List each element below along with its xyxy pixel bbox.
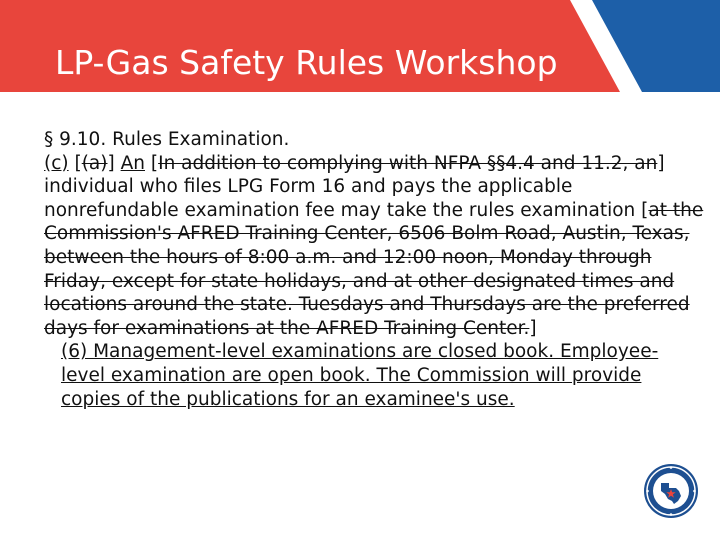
section-heading: § 9.10. Rules Examination. bbox=[44, 129, 290, 150]
deleted-text: days for examinations at the AFRED Training Center. bbox=[44, 317, 530, 339]
rule-text-line bbox=[44, 199, 704, 223]
deleted-text: In addition to complying with NFPA §§4.4 and 11.2, an bbox=[158, 152, 658, 174]
deleted-text-line: Commission's AFRED Training Center, 6506 Bolm Road, Austin, Texas, bbox=[44, 223, 690, 245]
deleted-text-line: between the hours of 8:00 a.m. and 12:00 noon, Monday through bbox=[44, 246, 652, 268]
rule-text-line bbox=[44, 317, 684, 341]
bracket-text: ] bbox=[529, 317, 537, 339]
rule-text-line bbox=[44, 152, 684, 176]
inserted-text-line: level examination are open book. The Commission will provide bbox=[61, 364, 642, 386]
bracket-text: ] bbox=[107, 152, 121, 174]
bracket-text: [ bbox=[68, 152, 82, 174]
inserted-text-line: copies of the publications for an examinee's use. bbox=[61, 388, 515, 410]
rule-text-body bbox=[44, 128, 704, 411]
rule-text: nonrefundable examination fee may take the rules examination [ bbox=[44, 199, 649, 221]
inserted-text: An bbox=[120, 152, 145, 174]
rule-text-line: individual who files LPG Form 16 and pays the applicable bbox=[44, 176, 573, 198]
inserted-text-line: (6) Management-level examinations are closed book. Employee- bbox=[61, 341, 659, 363]
railroad-commission-seal-icon bbox=[643, 463, 699, 519]
deleted-text-line: locations around the state. Tuesdays and Thursdays are the preferred bbox=[44, 294, 690, 316]
subsection-label: (c) bbox=[44, 152, 69, 174]
deleted-text-line: Friday, except for state holidays, and at other designated times and bbox=[44, 270, 675, 292]
deleted-text: at the bbox=[648, 199, 704, 221]
deleted-text: (a) bbox=[81, 152, 108, 174]
slide-title: LP-Gas Safety Rules Workshop bbox=[55, 43, 558, 82]
bracket-text: ] bbox=[657, 152, 665, 174]
bracket-text: [ bbox=[145, 152, 159, 174]
